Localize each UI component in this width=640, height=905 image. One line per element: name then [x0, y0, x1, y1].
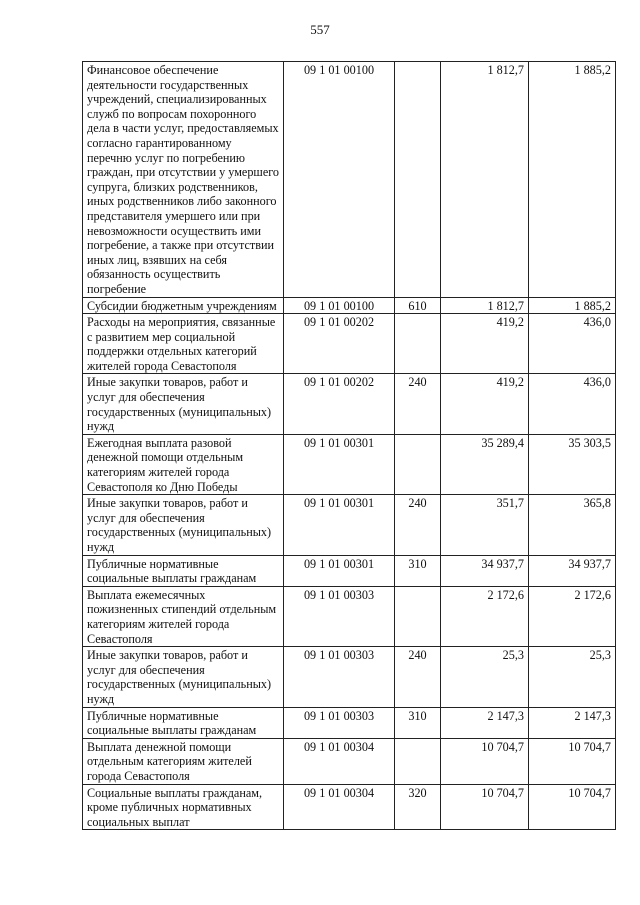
row-code: 09 1 01 00304 [284, 738, 395, 784]
row-name: Финансовое обеспечение деятельности государственных учреждений, специализированных служб по вопросам похоронного дела в части услуг, предоставляемых согласно гарантированному перечню услуг по погребению граждан, при отсутствии у умершего супруга, близких родственников, иных родственников либо законного представителя умершего или при невозможности осуществить ими погребение, а также при отсутствии иных лиц, взявших на себя обязанность осуществить погребение [83, 62, 284, 298]
table-row [83, 434, 616, 494]
row-expense-type: 310 [395, 555, 441, 586]
row-value-1: 1 812,7 [441, 297, 529, 314]
row-expense-type [395, 586, 441, 646]
row-expense-type [395, 62, 441, 298]
row-name: Субсидии бюджетным учреждениям [83, 297, 284, 314]
table-row [83, 62, 616, 298]
row-expense-type: 310 [395, 707, 441, 738]
row-code: 09 1 01 00202 [284, 374, 395, 434]
row-name: Выплата ежемесячных пожизненных стипендий отдельным категориям жителей города Севастополя [83, 586, 284, 646]
row-value-2: 2 147,3 [529, 707, 616, 738]
row-value-1: 351,7 [441, 495, 529, 555]
table-row [83, 738, 616, 784]
page-number: 557 [310, 22, 330, 37]
row-name: Иные закупки товаров, работ и услуг для обеспечения государственных (муниципальных) нужд [83, 495, 284, 555]
row-value-1: 25,3 [441, 647, 529, 707]
row-value-2: 10 704,7 [529, 784, 616, 830]
budget-table [82, 61, 616, 830]
row-code: 09 1 01 00303 [284, 707, 395, 738]
row-expense-type: 610 [395, 297, 441, 314]
row-expense-type: 240 [395, 647, 441, 707]
row-value-1: 419,2 [441, 374, 529, 434]
row-value-2: 10 704,7 [529, 738, 616, 784]
table-row [83, 784, 616, 830]
row-code: 09 1 01 00303 [284, 586, 395, 646]
row-name: Иные закупки товаров, работ и услуг для обеспечения государственных (муниципальных) нужд [83, 647, 284, 707]
table-row [83, 555, 616, 586]
row-value-1: 34 937,7 [441, 555, 529, 586]
row-name: Выплата денежной помощи отдельным категориям жителей города Севастополя [83, 738, 284, 784]
row-value-2: 2 172,6 [529, 586, 616, 646]
row-code: 09 1 01 00100 [284, 62, 395, 298]
row-value-2: 34 937,7 [529, 555, 616, 586]
row-value-1: 2 172,6 [441, 586, 529, 646]
row-name: Публичные нормативные социальные выплаты гражданам [83, 555, 284, 586]
row-expense-type: 240 [395, 495, 441, 555]
budget-table-body [83, 62, 616, 830]
row-name: Ежегодная выплата разовой денежной помощи отдельным категориям жителей города Севастополя ко Дню Победы [83, 434, 284, 494]
row-code: 09 1 01 00304 [284, 784, 395, 830]
row-name: Социальные выплаты гражданам, кроме публичных нормативных социальных выплат [83, 784, 284, 830]
row-value-2: 436,0 [529, 374, 616, 434]
row-value-2: 25,3 [529, 647, 616, 707]
row-value-1: 10 704,7 [441, 784, 529, 830]
row-expense-type [395, 434, 441, 494]
row-name: Иные закупки товаров, работ и услуг для обеспечения государственных (муниципальных) нужд [83, 374, 284, 434]
row-value-1: 2 147,3 [441, 707, 529, 738]
row-value-2: 365,8 [529, 495, 616, 555]
row-code: 09 1 01 00303 [284, 647, 395, 707]
table-row [83, 374, 616, 434]
row-expense-type: 240 [395, 374, 441, 434]
table-row [83, 647, 616, 707]
row-value-1: 1 812,7 [441, 62, 529, 298]
table-row [83, 314, 616, 374]
row-value-1: 419,2 [441, 314, 529, 374]
row-value-1: 10 704,7 [441, 738, 529, 784]
row-code: 09 1 01 00301 [284, 495, 395, 555]
table-row [83, 707, 616, 738]
row-name: Расходы на мероприятия, связанные с развитием мер социальной поддержки отдельных категорий жителей города Севастополя [83, 314, 284, 374]
table-row [83, 297, 616, 314]
row-expense-type [395, 738, 441, 784]
row-value-2: 35 303,5 [529, 434, 616, 494]
row-code: 09 1 01 00301 [284, 434, 395, 494]
table-row [83, 495, 616, 555]
row-value-2: 1 885,2 [529, 62, 616, 298]
row-value-2: 436,0 [529, 314, 616, 374]
row-code: 09 1 01 00100 [284, 297, 395, 314]
row-code: 09 1 01 00301 [284, 555, 395, 586]
row-expense-type: 320 [395, 784, 441, 830]
row-name: Публичные нормативные социальные выплаты гражданам [83, 707, 284, 738]
row-value-1: 35 289,4 [441, 434, 529, 494]
row-expense-type [395, 314, 441, 374]
row-code: 09 1 01 00202 [284, 314, 395, 374]
row-value-2: 1 885,2 [529, 297, 616, 314]
table-row [83, 586, 616, 646]
